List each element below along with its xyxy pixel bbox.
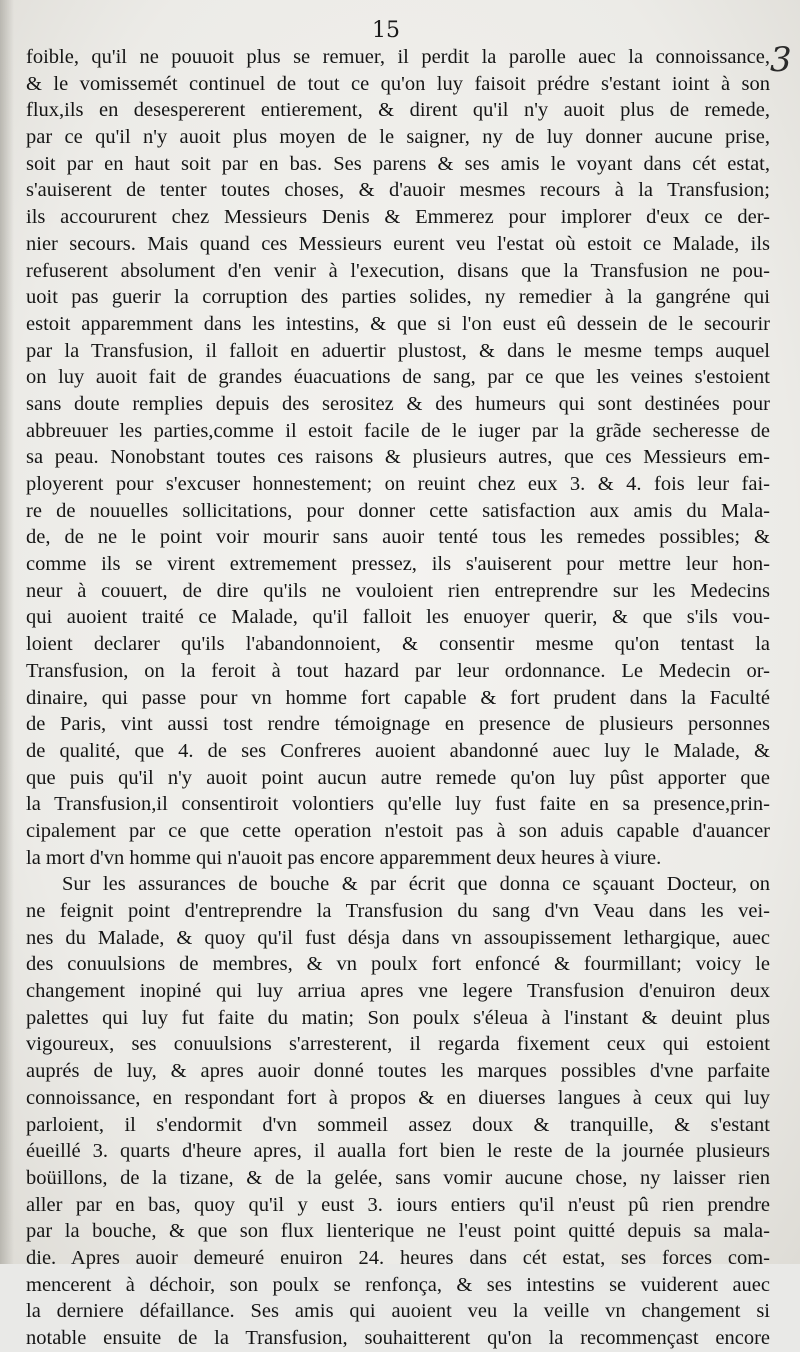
text-line: s'auiserent de tenter toutes choses, & d'auoir mesmes recours à la Transfusion; [26,179,770,202]
text-line: sa peau. Nonobstant toutes ces raisons & plusieurs autres, que ces Messieurs em- [26,446,770,469]
text-line: loient declarer qu'ils l'abandonnoient, & consentir mesme qu'on tentast la [26,633,770,656]
body-text [26,44,770,1352]
text-line: de Paris, vint aussi tost rendre témoignage en presence de plusieurs personnes [26,713,770,736]
text-line: cipalement par ce que cette operation n'estoit pas à son aduis capable d'auancer [26,819,770,842]
text-line: par ce qu'il n'y auoit plus moyen de le saigner, ny de luy donner aucune prise, [26,126,770,149]
text-line: on luy auoit fait de grandes éuacuations de sang, par ce que les veines s'estoient [26,366,770,389]
page-number: 15 [372,18,400,43]
text-line: foible, qu'il ne pouuoit plus se remuer, il perdit la parolle auec la connoissance, [26,46,770,68]
text-line: & le vomissemét continuel de tout ce qu'on luy faisoit prédre s'estant ioint à son [26,72,770,95]
text-line: nier secours. Mais quand ces Messieurs eurent veu l'estat où estoit ce Malade, ils [26,232,770,255]
text-line: dinaire, qui passe pour vn homme fort capable & fort prudent dans la Faculté [26,686,770,709]
text-line: neur à couuert, de dire qu'ils ne vouloient rien entreprendre sur les Medecins [26,579,770,602]
text-line: aller par en bas, quoy qu'il y eust 3. iours entiers qu'il n'eust pû rien prendre [26,1193,770,1216]
text-line: par la Transfusion, il falloit en aduertir plustost, & dans le mesme temps auquel [26,339,770,362]
text-line: la Transfusion,il consentiroit volontiers qu'elle luy fust faite en sa presence,prin- [26,793,770,816]
text-line: la mort d'vn homme qui n'auoit pas encore apparemment deux heures à viure. [26,846,662,869]
text-line: des conuulsions de membres, & vn poulx fort enfoncé & fourmillant; voicy le [26,953,770,976]
text-line: re de nouuelles sollicitations, pour donner cette satisfaction aux amis du Mala- [26,499,770,522]
text-line: changement inopiné qui luy arriua apres vne legere Transfusion d'enuiron deux [26,980,770,1003]
text-line: Transfusion, on la feroit à tout hazard par leur ordonnance. Le Medecin or- [26,659,770,682]
text-line: palettes qui luy fut faite du matin; Son poulx s'éleua à l'instant & deuint plus [26,1006,770,1029]
text-line: connoissance, en respondant fort à propos & en diuerses langues à ceux qui luy [26,1086,770,1109]
text-line: flux,ils en desespererent entierement, & dirent qu'il n'y auoit plus de remede, [26,99,770,122]
text-line: Sur les assurances de bouche & par écrit que donna ce sçauant Docteur, on [62,873,770,896]
text-line: abbreuuer les parties,comme il estoit facile de le iuger par la grãde secheresse de [26,419,770,442]
text-line: de qualité, que 4. de ses Confreres auoient abandonné auec luy le Malade, & [26,739,770,762]
text-line: boüillons, de la tizane, & de la gelée, sans vomir aucune chose, ny laisser rien [26,1166,770,1189]
text-line: soit par en haut soit par en bas. Ses parens & ses amis le voyant dans cét estat, [26,152,770,175]
text-line: uoit pas guerir la corruption des parties solides, ny remedier à la gangréne qui [26,286,770,309]
text-line: nes du Malade, & quoy qu'il fust désja dans vn assoupissement lethargique, auec [26,926,770,949]
text-line: sans doute remplies depuis des serositez & des humeurs qui sont destinées pour [26,392,770,415]
text-line: éueillé 3. quarts d'heure apres, il aualla fort bien le reste de la journée plusieurs [26,1140,770,1163]
text-line: que puis qu'il n'y auoit point aucun autre remede qu'on luy pûst apporter que [26,766,770,789]
text-line: qui auoient traité ce Malade, qu'il falloit les enuoyer querir, & que s'ils vou- [26,606,770,629]
binding-shadow [0,0,14,1264]
margin-mark: 3 [770,40,792,80]
text-line: ployerent pour s'excuser honnestement; on reuint chez eux 3. & 4. fois leur fai- [26,473,770,495]
text-line: comme ils se virent extremement pressez, ils s'auiserent pour mettre leur hon- [26,553,770,576]
text-line: ils accoururent chez Messieurs Denis & Emmerez pour implorer d'eux ce der- [26,206,770,229]
text-line: die. Apres auoir demeuré enuiron 24. heures dans cét estat, ses forces com- [26,1246,770,1269]
text-line: par la bouche, & que son flux lienterique ne l'eust point quitté depuis sa mala- [26,1220,770,1243]
text-line: parloient, il s'endormit d'vn sommeil assez doux & tranquille, & s'estant [26,1113,770,1136]
text-line: refuserent absolument d'en venir à l'execution, disans que la Transfusion ne pou- [26,259,770,282]
text-line: auprés de luy, & apres auoir donné toutes les marques possibles d'vne parfaite [26,1060,770,1083]
text-line: mencerent à déchoir, son poulx se renfonça, & ses intestins se vuiderent auec [26,1273,770,1296]
text-line: ne feignit point d'entreprendre la Transfusion du sang d'vn Veau dans les vei- [26,900,770,922]
text-line: notable ensuite de la Transfusion, souhaitterent qu'on la recommençast encore [26,1327,770,1349]
text-line: vigoureux, ses conuulsions s'arresterent, il regarda fixement ceux qui estoient [26,1033,770,1056]
text-line: estoit apparemment dans les intestins, & que si l'on eust eû dessein de le secourir [26,312,770,335]
text-line: la derniere défaillance. Ses amis qui auoient veu la veille vn changement si [26,1300,770,1323]
text-line: de, de ne le point voir mourir sans auoir tenté tous les remedes possibles; & [26,526,770,549]
